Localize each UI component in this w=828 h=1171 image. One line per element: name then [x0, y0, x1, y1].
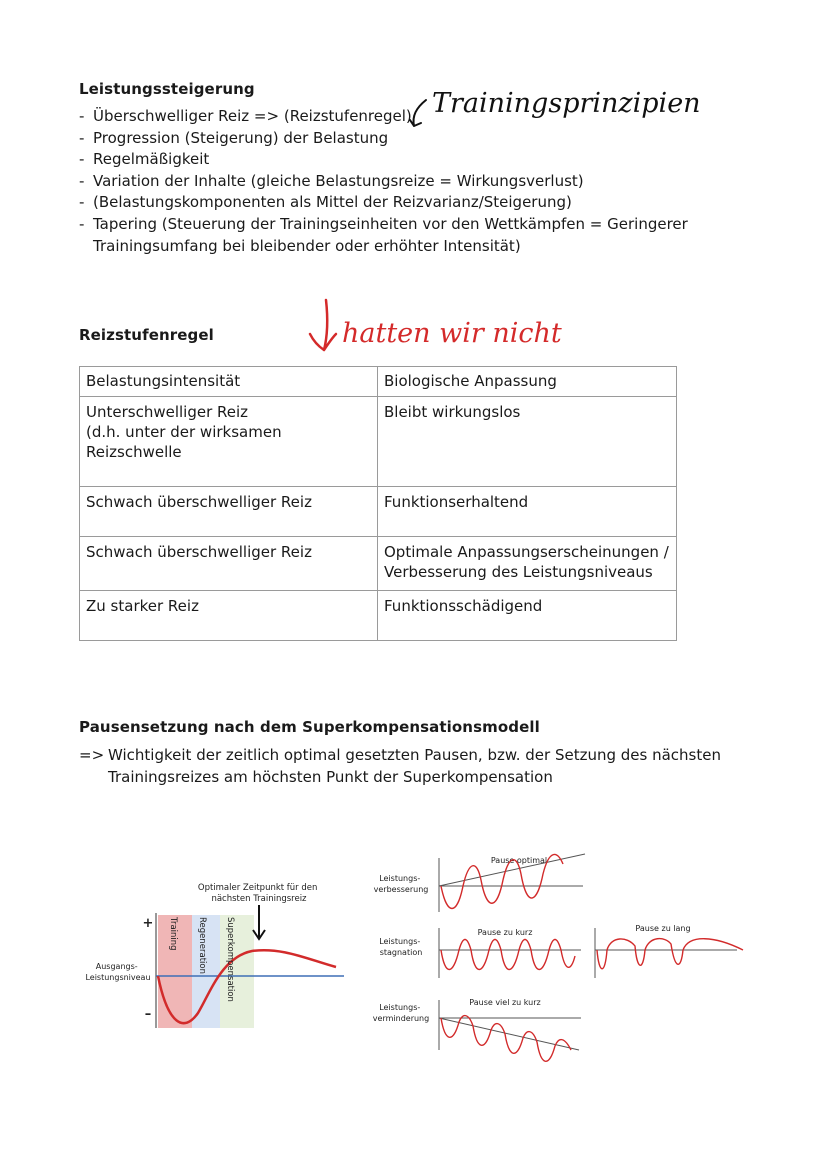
list-item: - Regelmäßigkeit: [79, 149, 699, 171]
superkompensation-figure: [82, 875, 352, 1040]
list-item: - Variation der Inhalte (gleiche Belastungsreize = Wirkungsverlust): [79, 171, 699, 193]
table-header-cell: Biologische Anpassung: [378, 367, 677, 397]
handwritten-arrow-icon: [406, 96, 432, 132]
table-header-row: [80, 367, 677, 397]
table-row: [80, 487, 677, 537]
panel-pause-zu-kurz: [379, 928, 581, 978]
handwritten-note-hatten-wir-nicht: hatten wir nicht: [342, 318, 562, 349]
table-row: [80, 537, 677, 591]
curve: [597, 939, 743, 969]
curve: [441, 940, 575, 970]
table-cell: Schwach überschwelliger Reiz: [80, 537, 378, 591]
panel-pause-zu-lang: [595, 924, 743, 978]
panel-title: Pause optimal: [490, 856, 548, 865]
pausensetzung-text: Wichtigkeit der zeitlich optimal gesetzten Pausen, bzw. der Setzung des nächsten Trainingsreizes am höchsten Punkt der Superkompensation: [108, 746, 721, 786]
table-cell: Funktionsschädigend: [378, 591, 677, 641]
reizstufen-table: [79, 366, 677, 641]
handwritten-down-arrow-icon: [304, 296, 344, 358]
table-cell: Optimale Anpassungserscheinungen / Verbesserung des Leistungsniveaus: [378, 537, 677, 591]
table-row: [80, 591, 677, 641]
phase-label-regeneration: Regeneration: [197, 917, 207, 974]
side-label-stagnation: Leistungs- stagnation: [379, 937, 423, 957]
list-item: - (Belastungskomponenten als Mittel der Reizvarianz/Steigerung): [79, 192, 699, 214]
principles-list: [79, 106, 699, 257]
baseline-label: Ausgangs- Leistungsniveau: [85, 962, 151, 982]
pause-panels-figure: [365, 850, 750, 1075]
section-title-reizstufenregel: Reizstufenregel: [79, 326, 214, 344]
table-cell: Unterschwelliger Reiz (d.h. unter der wirksamen Reizschwelle: [80, 397, 378, 487]
panel-pause-viel-zu-kurz: [373, 998, 581, 1061]
list-item: - Überschwelliger Reiz => (Reizstufenregel): [79, 106, 699, 128]
phase-label-superkompensation: Superkompensation: [225, 917, 235, 1002]
handwritten-note-trainingsprinzipien: Trainingsprinzipien: [432, 88, 701, 119]
arrow-prefix: =>: [79, 746, 105, 764]
side-label-verminderung: Leistungs- verminderung: [372, 1003, 430, 1023]
table-cell: Funktionserhaltend: [378, 487, 677, 537]
table-header-cell: Belastungsintensität: [80, 367, 378, 397]
table-cell: Bleibt wirkungslos: [378, 397, 677, 487]
table-cell: Schwach überschwelliger Reiz: [80, 487, 378, 537]
optimal-time-label: Optimaler Zeitpunkt für den nächsten Trainingsreiz: [197, 883, 318, 904]
table-cell: Zu starker Reiz: [80, 591, 378, 641]
panel-pause-optimal: [374, 854, 585, 912]
list-item: - Progression (Steigerung) der Belastung: [79, 128, 699, 150]
section-title-leistungssteigerung: Leistungssteigerung: [79, 80, 255, 98]
table-row: [80, 397, 677, 487]
minus-sign: –: [144, 1007, 152, 1022]
section-title-pausensetzung: Pausensetzung nach dem Superkompensationsmodell: [79, 718, 540, 736]
panel-title: Pause viel zu kurz: [469, 998, 541, 1007]
panel-title: Pause zu lang: [635, 924, 691, 933]
phase-label-training: Training: [168, 917, 178, 951]
plus-sign: +: [142, 916, 154, 931]
side-label-verbesserung: Leistungs- verbesserung: [373, 874, 429, 894]
list-item: - Tapering (Steuerung der Trainingseinheiten vor den Wettkämpfen = Geringerer Trainingsumfang bei bleibender oder erhöhter Intensität): [79, 214, 699, 257]
panel-title: Pause zu kurz: [477, 928, 533, 937]
